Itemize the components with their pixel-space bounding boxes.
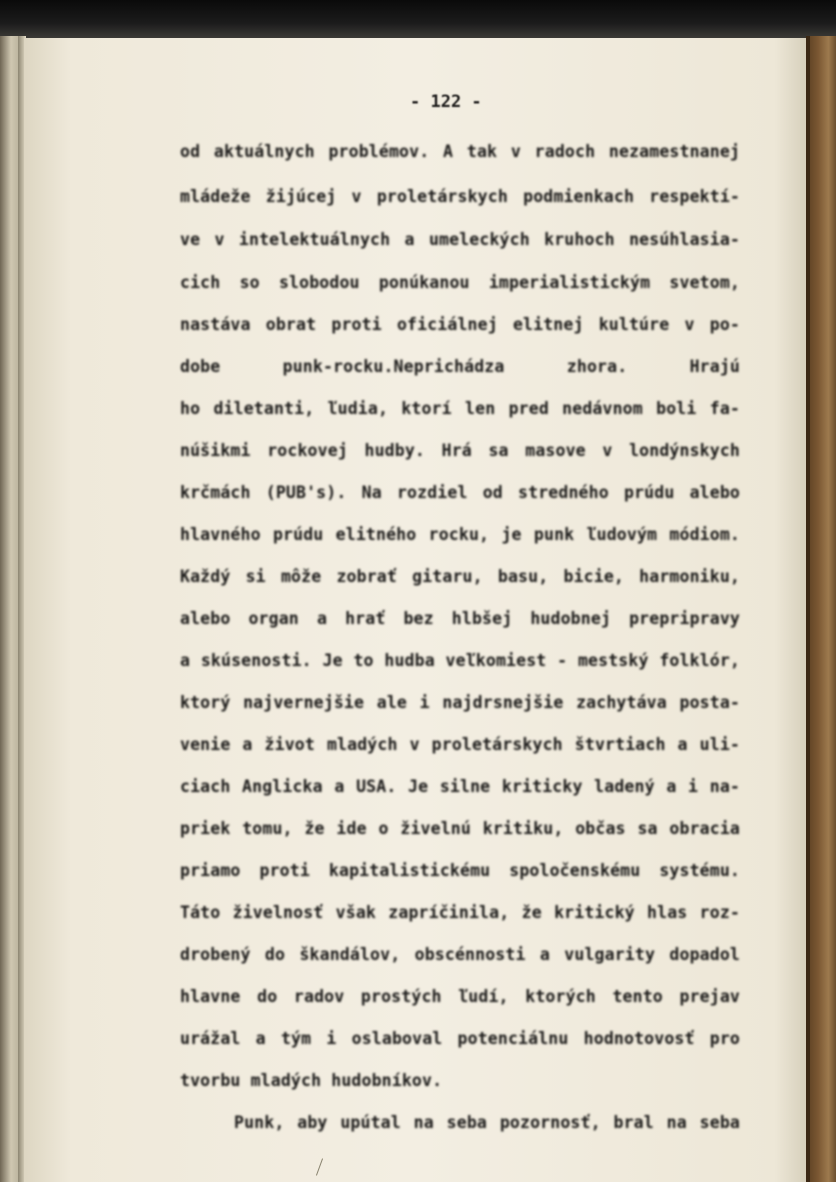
text-line: priek tomu, že ide o živelnú kritiku, občas sa obracia: [180, 819, 740, 838]
text-line: hlavného prúdu elitného rocku, je punk ľudovým módiom.: [180, 525, 740, 544]
text-line: urážal a tým i oslaboval potenciálnu hodnotovosť pro: [180, 1029, 740, 1048]
scanner-top-shadow: [0, 0, 836, 38]
text-line: od aktuálnych problémov. A tak v radoch nezamestnanej: [180, 142, 740, 161]
text-line: hlavne do radov prostých ľudí, ktorých tento prejav: [180, 987, 740, 1006]
text-line: tvorbu mladých hudobníkov.: [180, 1071, 443, 1090]
text-line: drobený do škandálov, obscénnosti a vulgarity dopadol: [180, 945, 740, 964]
text-line: a skúsenosti. Je to hudba veľkomiest - mestský folklór,: [180, 651, 740, 670]
text-line: ciach Anglicka a USA. Je silne kriticky ladený a i na-: [180, 777, 740, 796]
text-line: ktorý najvernejšie ale i najdrsnejšie zachytáva posta-: [180, 693, 740, 712]
text-line: Punk, aby upútal na seba pozornosť, bral na seba: [234, 1113, 740, 1132]
text-line: mládeže žijúcej v proletárskych podmienkach respektí-: [180, 187, 740, 206]
book-cover-edge: [806, 36, 836, 1182]
text-line: priamo proti kapitalistickému spoločenskému systému.: [180, 861, 740, 880]
text-line: alebo organ a hrať bez hlbšej hudobnej prepripravy: [180, 609, 740, 628]
text-line: venie a život mladých v proletárskych štvrtiach a uli-: [180, 735, 740, 754]
pencil-mark: [316, 1158, 323, 1175]
text-line: Každý si môže zobrať gitaru, basu, bicie, harmoniku,: [180, 567, 740, 586]
text-line: cich so slobodou ponúkanou imperialistickým svetom,: [180, 273, 740, 292]
text-line: núšikmi rockovej hudby. Hrá sa masove v londýnskych: [180, 441, 740, 460]
text-line: nastáva obrat proti oficiálnej elitnej kultúre v po-: [180, 315, 740, 334]
text-line: Táto živelnosť však zapríčinila, že kritický hlas roz-: [180, 903, 740, 922]
text-line: ve v intelektuálnych a umeleckých kruhoch nesúhlasia-: [180, 230, 740, 249]
text-line: ho diletanti, ľudia, ktorí len pred nedávnom boli fa-: [180, 399, 740, 418]
facing-page-edge: [0, 36, 20, 1182]
page-number: - 122 -: [410, 92, 482, 112]
text-line: dobe punk-rocku.Neprichádza zhora. Hrajú: [180, 357, 740, 376]
text-line: krčmách (PUB's). Na rozdiel od stredného prúdu alebo: [180, 483, 740, 502]
